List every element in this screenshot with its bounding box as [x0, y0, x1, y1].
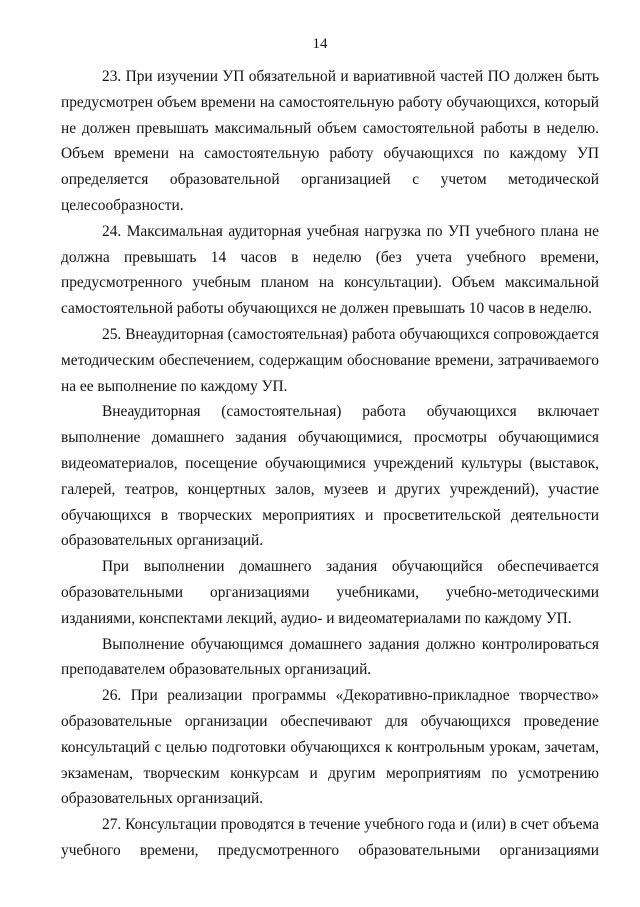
paragraph-extracurricular-work: Внеаудиторная (самостоятельная) работа обучающихся включает выполнение домашнего задания обучающимися, просмотры обучающимися видеоматериалов, посещение обучающимися учреждений культуры (выставок, галерей, театров, концертных залов, музеев и других учреждений), участие обучающихся в творческих мероприятиях и просветительской деятельности образовательных организаций.: [61, 403, 599, 550]
paragraph-23: 23. При изучении УП обязательной и вариативной частей ПО должен быть предусмотрен объем времени на самостоятельную работу обучающихся, который не должен превышать максимальный объем самостоятельной работы в неделю. Объем времени на самостоятельную работу обучающихся по каждому УП определяется образовательной организацией с учетом методической целесообразности.: [61, 68, 599, 214]
paragraph-homework-control: Выполнение обучающимся домашнего задания должно контролироваться преподавателем образовательных организаций.: [61, 635, 599, 679]
paragraph-27: 27. Консультации проводятся в течение учебного года и (или) в счет объема учебного времени, предусмотренного образовательными организациями: [61, 816, 599, 859]
paragraph-24: 24. Максимальная аудиторная учебная нагрузка по УП учебного плана не должна превышать 14 часов в неделю (без учета учебного времени, предусмотренного учебным планом на консультации). Объем максимальной самостоятельной работы обучающихся не должен превышать 10 часов в неделю.: [61, 222, 599, 318]
paragraph-26: 26. При реализации программы «Декоративно-прикладное творчество» образовательные организации обеспечивают для обучающихся проведение консультаций с целью подготовки обучающихся к контрольным урокам, зачетам, экзаменам, творческим конкурсам и другим мероприятиям по усмотрению образовательных организаций.: [61, 687, 599, 808]
paragraph-25: 25. Внеаудиторная (самостоятельная) работа обучающихся сопровождается методическим обеспечением, содержащим обоснование времени, затрачиваемого на ее выполнение по каждому УП.: [61, 325, 599, 395]
document-body: [61, 64, 599, 864]
page-number: 14: [312, 36, 328, 52]
paragraph-homework-provision: При выполнении домашнего задания обучающийся обеспечивается образовательными организациями учебниками, учебно-методическими изданиями, конспектами лекций, аудио- и видеоматериалами по каждому УП.: [61, 558, 599, 627]
